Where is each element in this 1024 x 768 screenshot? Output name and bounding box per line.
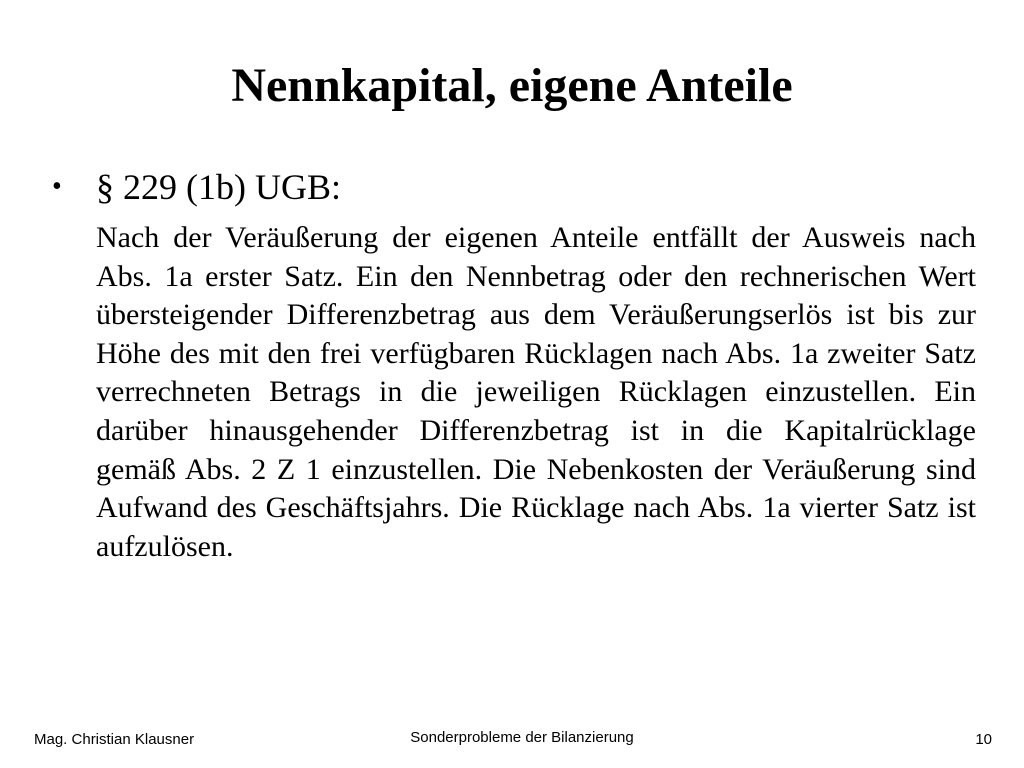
footer-topic: Sonderprobleme der Bilanzierung <box>410 729 634 746</box>
bullet-heading: § 229 (1b) UGB: <box>96 167 341 207</box>
footer-author: Mag. Christian Klausner <box>34 731 195 748</box>
legal-text-paragraph: Nach der Veräußerung der eigenen Anteile entfällt der Ausweis nach Abs. 1a erster Satz. Ein den Nennbetrag oder den rechnerischen Wert übersteigender Differenzbetrag aus dem Veräußerungserlös ist bis zur Höhe des mit den frei verfügbaren Rücklagen nach Abs. 1a zweiter Satz verrechneten Betrags in die jeweiligen Rücklagen einzustellen. Ein darüber hinausgehender Differenzbetrag ist in die Kapitalrücklage gemäß Abs. 2 Z 1 einzustellen. Die Nebenkosten der Veräußerung sind Aufwand des Geschäftsjahrs. Die Rücklage nach Abs. 1a vierter Satz ist aufzulösen. <box>96 221 976 563</box>
bullet-marker: • <box>52 171 62 202</box>
page-number: 10 <box>975 731 992 748</box>
slide-title: Nennkapital, eigene Anteile <box>231 59 793 112</box>
bullet-item <box>52 162 341 212</box>
